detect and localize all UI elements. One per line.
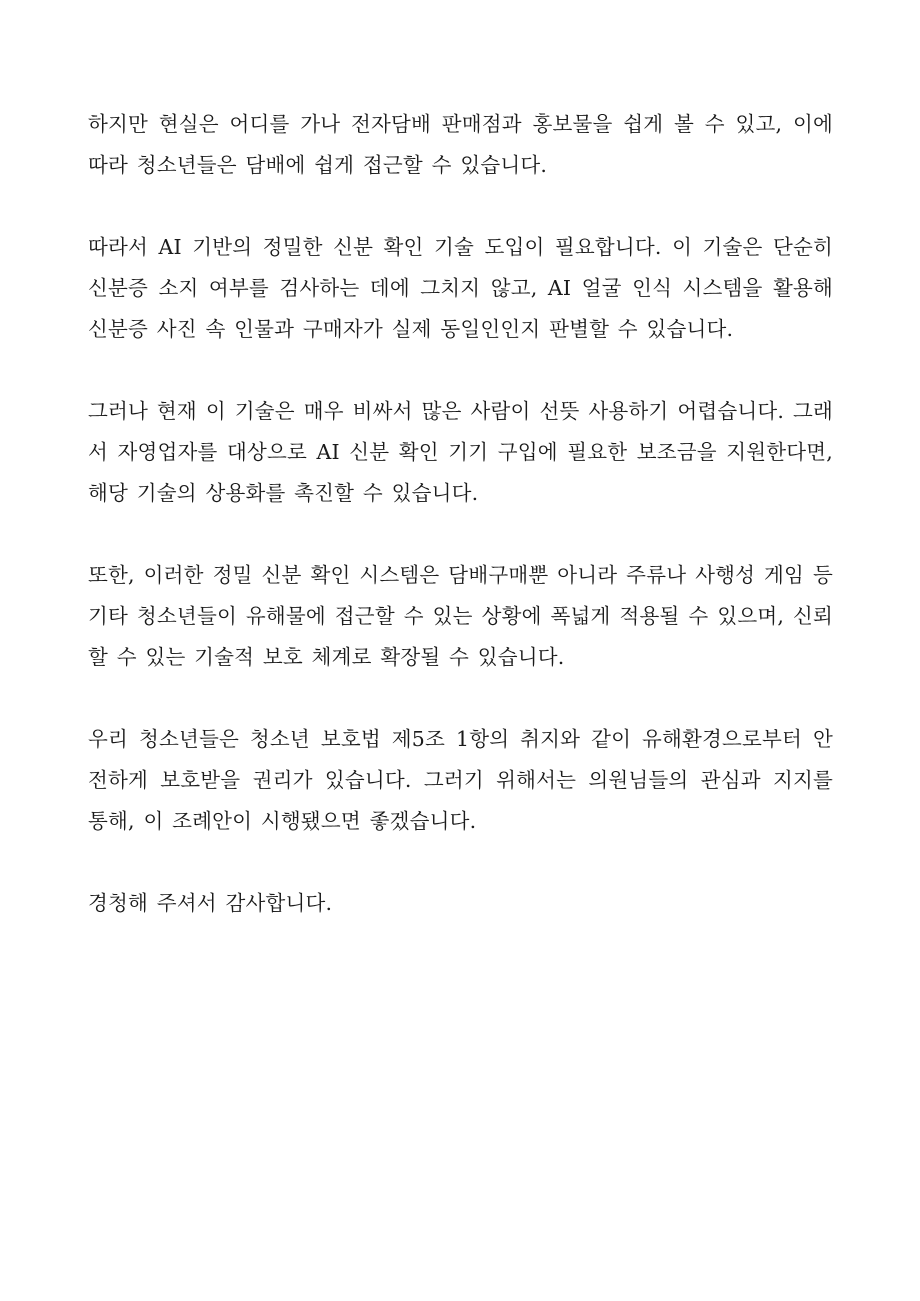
paragraph-2: 따라서 AI 기반의 정밀한 신분 확인 기술 도입이 필요합니다. 이 기술은 단순히 신분증 소지 여부를 검사하는 데에 그치지 않고, AI 얼굴 인식 시스템을 활용해 신분증 사진 속 인물과 구매자가 실제 동일인인지 판별할 수 있습니다. <box>88 235 833 341</box>
paragraph-5: 우리 청소년들은 청소년 보호법 제5조 1항의 취지와 같이 유해환경으로부터 안전하게 보호받을 권리가 있습니다. 그러기 위해서는 의원님들의 관심과 지지를 통해, 이 조례안이 시행됐으면 좋겠습니다. <box>88 727 833 833</box>
paragraph-1: 하지만 현실은 어디를 가나 전자담배 판매점과 홍보물을 쉽게 볼 수 있고, 이에 따라 청소년들은 담배에 쉽게 접근할 수 있습니다. <box>88 112 833 177</box>
document-body <box>88 104 833 924</box>
paragraph-3: 그러나 현재 이 기술은 매우 비싸서 많은 사람이 선뜻 사용하기 어렵습니다. 그래서 자영업자를 대상으로 AI 신분 확인 기기 구입에 필요한 보조금을 지원한다면, 해당 기술의 상용화를 촉진할 수 있습니다. <box>88 399 833 505</box>
paragraph-4: 또한, 이러한 정밀 신분 확인 시스템은 담배구매뿐 아니라 주류나 사행성 게임 등 기타 청소년들이 유해물에 접근할 수 있는 상황에 폭넓게 적용될 수 있으며, 신뢰할 수 있는 기술적 보호 체계로 확장될 수 있습니다. <box>88 563 833 669</box>
paragraph-closing: 경청해 주셔서 감사합니다. <box>88 891 333 915</box>
